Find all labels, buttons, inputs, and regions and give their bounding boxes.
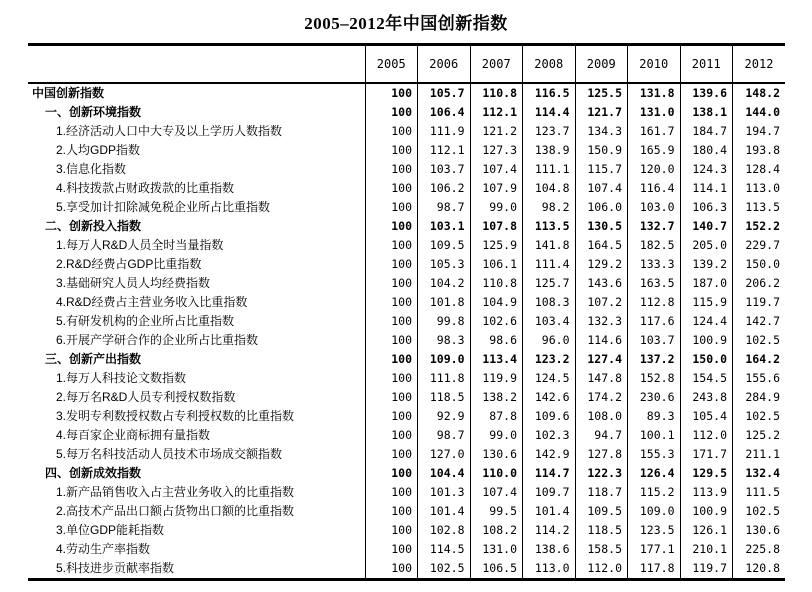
value-cell: 139.6: [680, 83, 733, 103]
table-row: [28, 559, 785, 580]
value-cell: 230.6: [628, 388, 681, 407]
year-header-cell: 2012: [733, 45, 786, 84]
table-row: [28, 198, 785, 217]
value-cell: 109.0: [418, 350, 471, 369]
value-cell: 119.7: [680, 559, 733, 580]
value-cell: 114.5: [418, 540, 471, 559]
value-cell: 100: [365, 388, 418, 407]
value-cell: 161.7: [628, 122, 681, 141]
row-label-cell: 1.每万人科技论文数指数: [56, 371, 187, 385]
row-label-cell: 2.人均GDP指数: [56, 143, 141, 157]
value-cell: 100: [365, 540, 418, 559]
value-cell: 124.3: [680, 160, 733, 179]
value-cell: 154.5: [680, 369, 733, 388]
value-cell: 112.1: [470, 103, 523, 122]
value-cell: 117.8: [628, 559, 681, 580]
value-cell: 126.1: [680, 521, 733, 540]
value-cell: 112.0: [680, 426, 733, 445]
page-title: 2005–2012年中国创新指数: [304, 14, 508, 33]
value-cell: 132.7: [628, 217, 681, 236]
row-label-cell: 5.有研发机构的企业所占比重指数: [56, 314, 235, 328]
value-cell: 140.7: [680, 217, 733, 236]
value-cell: 115.9: [680, 293, 733, 312]
value-cell: 100: [365, 559, 418, 580]
value-cell: 100: [365, 521, 418, 540]
row-label-cell: 4.R&D经费占主营业务收入比重指数: [56, 295, 248, 309]
value-cell: 107.4: [470, 160, 523, 179]
value-cell: 125.5: [575, 83, 628, 103]
value-cell: 206.2: [733, 274, 786, 293]
value-cell: 123.5: [628, 521, 681, 540]
value-cell: 111.8: [418, 369, 471, 388]
row-label-cell: 4.科技拨款占财政拨款的比重指数: [56, 181, 235, 195]
value-cell: 100: [365, 198, 418, 217]
value-cell: 106.4: [418, 103, 471, 122]
value-cell: 193.8: [733, 141, 786, 160]
value-cell: 131.8: [628, 83, 681, 103]
value-cell: 111.5: [733, 483, 786, 502]
value-cell: 102.5: [733, 331, 786, 350]
row-label-cell: 5.科技进步贡献率指数: [56, 561, 175, 575]
value-cell: 103.0: [628, 198, 681, 217]
value-cell: 105.7: [418, 83, 471, 103]
innovation-index-table: [28, 43, 785, 581]
value-cell: 100: [365, 236, 418, 255]
row-label-cell: 4.每百家企业商标拥有量指数: [56, 428, 211, 442]
value-cell: 127.0: [418, 445, 471, 464]
row-label-cell: 5.每万名科技活动人员技术市场成交额指数: [56, 447, 283, 461]
row-label-cell: 四、创新成效指数: [45, 466, 142, 480]
value-cell: 184.7: [680, 122, 733, 141]
value-cell: 132.4: [733, 464, 786, 483]
value-cell: 141.8: [523, 236, 576, 255]
value-cell: 107.9: [470, 179, 523, 198]
value-cell: 123.2: [523, 350, 576, 369]
value-cell: 155.6: [733, 369, 786, 388]
value-cell: 148.2: [733, 83, 786, 103]
row-label-cell: 3.单位GDP能耗指数: [56, 523, 165, 537]
value-cell: 126.4: [628, 464, 681, 483]
value-cell: 96.0: [523, 331, 576, 350]
value-cell: 125.7: [523, 274, 576, 293]
row-label-cell: 二、创新投入指数: [45, 219, 142, 233]
value-cell: 125.2: [733, 426, 786, 445]
value-cell: 102.8: [418, 521, 471, 540]
value-cell: 142.6: [523, 388, 576, 407]
year-header-cell: 2010: [628, 45, 681, 84]
value-cell: 98.7: [418, 198, 471, 217]
value-cell: 112.8: [628, 293, 681, 312]
value-cell: 100: [365, 122, 418, 141]
value-cell: 100.9: [680, 502, 733, 521]
value-cell: 120.8: [733, 559, 786, 580]
row-label-cell: 1.经济活动人口中大专及以上学历人数指数: [56, 124, 283, 138]
value-cell: 142.7: [733, 312, 786, 331]
table-row: [28, 141, 785, 160]
value-cell: 131.0: [628, 103, 681, 122]
value-cell: 158.5: [575, 540, 628, 559]
value-cell: 129.2: [575, 255, 628, 274]
value-cell: 144.0: [733, 103, 786, 122]
value-cell: 121.7: [575, 103, 628, 122]
value-cell: 92.9: [418, 407, 471, 426]
value-cell: 123.7: [523, 122, 576, 141]
value-cell: 100: [365, 160, 418, 179]
table-row: [28, 407, 785, 426]
value-cell: 114.2: [523, 521, 576, 540]
table-row: [28, 160, 785, 179]
value-cell: 115.2: [628, 483, 681, 502]
value-cell: 99.5: [470, 502, 523, 521]
table-row: [28, 122, 785, 141]
value-cell: 102.5: [418, 559, 471, 580]
value-cell: 131.0: [470, 540, 523, 559]
table-row: [28, 217, 785, 236]
value-cell: 109.0: [628, 502, 681, 521]
value-cell: 104.9: [470, 293, 523, 312]
value-cell: 98.6: [470, 331, 523, 350]
value-cell: 147.8: [575, 369, 628, 388]
value-cell: 111.1: [523, 160, 576, 179]
value-cell: 210.1: [680, 540, 733, 559]
value-cell: 100: [365, 502, 418, 521]
table-row: [28, 103, 785, 122]
value-cell: 100: [365, 426, 418, 445]
value-cell: 100: [365, 350, 418, 369]
value-cell: 182.5: [628, 236, 681, 255]
value-cell: 243.8: [680, 388, 733, 407]
value-cell: 120.0: [628, 160, 681, 179]
value-cell: 106.3: [680, 198, 733, 217]
table-row: [28, 331, 785, 350]
value-cell: 87.8: [470, 407, 523, 426]
value-cell: 109.6: [523, 407, 576, 426]
year-header-cell: 2007: [470, 45, 523, 84]
year-header-cell: 2009: [575, 45, 628, 84]
value-cell: 103.1: [418, 217, 471, 236]
row-label-cell: 三、创新产出指数: [45, 352, 142, 366]
row-label-cell: 3.信息化指数: [56, 162, 127, 176]
value-cell: 101.4: [418, 502, 471, 521]
value-cell: 138.9: [523, 141, 576, 160]
value-cell: 100: [365, 483, 418, 502]
value-cell: 121.2: [470, 122, 523, 141]
value-cell: 205.0: [680, 236, 733, 255]
value-cell: 114.7: [523, 464, 576, 483]
value-cell: 103.7: [628, 331, 681, 350]
table-row: [28, 236, 785, 255]
value-cell: 119.9: [470, 369, 523, 388]
value-cell: 108.3: [523, 293, 576, 312]
value-cell: 101.8: [418, 293, 471, 312]
table-row: [28, 312, 785, 331]
value-cell: 150.9: [575, 141, 628, 160]
table-row: [28, 83, 785, 103]
table-row: [28, 445, 785, 464]
value-cell: 163.5: [628, 274, 681, 293]
year-header-row: [28, 45, 785, 84]
value-cell: 107.4: [575, 179, 628, 198]
year-header-cell: 2011: [680, 45, 733, 84]
value-cell: 125.9: [470, 236, 523, 255]
value-cell: 104.2: [418, 274, 471, 293]
value-cell: 122.3: [575, 464, 628, 483]
value-cell: 106.0: [575, 198, 628, 217]
value-cell: 114.4: [523, 103, 576, 122]
value-cell: 138.2: [470, 388, 523, 407]
row-label-header-cell: [28, 45, 365, 84]
value-cell: 174.2: [575, 388, 628, 407]
value-cell: 113.5: [523, 217, 576, 236]
value-cell: 111.9: [418, 122, 471, 141]
row-label-cell: 1.每万人R&D人员全时当量指数: [56, 238, 224, 252]
value-cell: 103.4: [523, 312, 576, 331]
value-cell: 108.0: [575, 407, 628, 426]
value-cell: 110.8: [470, 83, 523, 103]
table-row: [28, 540, 785, 559]
row-label-cell: 1.新产品销售收入占主营业务收入的比重指数: [56, 485, 295, 499]
table-row: [28, 179, 785, 198]
table-row: [28, 293, 785, 312]
value-cell: 124.4: [680, 312, 733, 331]
value-cell: 100: [365, 141, 418, 160]
value-cell: 152.2: [733, 217, 786, 236]
value-cell: 111.4: [523, 255, 576, 274]
row-label-cell: 4.劳动生产率指数: [56, 542, 151, 556]
row-label-cell: 5.享受加计扣除减免税企业所占比重指数: [56, 200, 271, 214]
value-cell: 100: [365, 179, 418, 198]
value-cell: 164.5: [575, 236, 628, 255]
value-cell: 142.9: [523, 445, 576, 464]
table-row: [28, 388, 785, 407]
value-cell: 107.2: [575, 293, 628, 312]
table-row: [28, 369, 785, 388]
value-cell: 127.8: [575, 445, 628, 464]
value-cell: 94.7: [575, 426, 628, 445]
value-cell: 113.0: [523, 559, 576, 580]
value-cell: 100: [365, 445, 418, 464]
value-cell: 104.8: [523, 179, 576, 198]
value-cell: 117.6: [628, 312, 681, 331]
table-row: [28, 255, 785, 274]
year-header-cell: 2006: [418, 45, 471, 84]
value-cell: 150.0: [680, 350, 733, 369]
value-cell: 100: [365, 312, 418, 331]
value-cell: 130.5: [575, 217, 628, 236]
value-cell: 113.4: [470, 350, 523, 369]
row-label-cell: 一、创新环境指数: [45, 105, 142, 119]
value-cell: 98.7: [418, 426, 471, 445]
value-cell: 100: [365, 293, 418, 312]
value-cell: 101.3: [418, 483, 471, 502]
value-cell: 137.2: [628, 350, 681, 369]
value-cell: 99.8: [418, 312, 471, 331]
value-cell: 106.1: [470, 255, 523, 274]
value-cell: 138.6: [523, 540, 576, 559]
value-cell: 138.1: [680, 103, 733, 122]
value-cell: 127.4: [575, 350, 628, 369]
value-cell: 98.2: [523, 198, 576, 217]
value-cell: 132.3: [575, 312, 628, 331]
row-label-cell: 2.每万名R&D人员专利授权数指数: [56, 390, 236, 404]
value-cell: 284.9: [733, 388, 786, 407]
value-cell: 114.6: [575, 331, 628, 350]
value-cell: 100: [365, 331, 418, 350]
value-cell: 107.4: [470, 483, 523, 502]
year-header-cell: 2008: [523, 45, 576, 84]
value-cell: 118.5: [575, 521, 628, 540]
value-cell: 112.0: [575, 559, 628, 580]
value-cell: 109.5: [575, 502, 628, 521]
value-cell: 112.1: [418, 141, 471, 160]
value-cell: 100: [365, 274, 418, 293]
row-label-cell: 3.发明专利数授权数占专利授权数的比重指数: [56, 409, 295, 423]
value-cell: 194.7: [733, 122, 786, 141]
value-cell: 100.9: [680, 331, 733, 350]
row-label-cell: 2.高技术产品出口额占货物出口额的比重指数: [56, 504, 295, 518]
value-cell: 107.8: [470, 217, 523, 236]
value-cell: 150.0: [733, 255, 786, 274]
value-cell: 130.6: [470, 445, 523, 464]
value-cell: 139.2: [680, 255, 733, 274]
value-cell: 100: [365, 464, 418, 483]
value-cell: 113.9: [680, 483, 733, 502]
value-cell: 129.5: [680, 464, 733, 483]
value-cell: 171.7: [680, 445, 733, 464]
value-cell: 128.4: [733, 160, 786, 179]
value-cell: 152.8: [628, 369, 681, 388]
value-cell: 104.4: [418, 464, 471, 483]
value-cell: 229.7: [733, 236, 786, 255]
value-cell: 130.6: [733, 521, 786, 540]
value-cell: 114.1: [680, 179, 733, 198]
table-row: [28, 426, 785, 445]
value-cell: 109.7: [523, 483, 576, 502]
value-cell: 100: [365, 255, 418, 274]
value-cell: 113.5: [733, 198, 786, 217]
value-cell: 109.5: [418, 236, 471, 255]
value-cell: 124.5: [523, 369, 576, 388]
value-cell: 134.3: [575, 122, 628, 141]
table-body: [28, 83, 785, 580]
table-row: [28, 521, 785, 540]
row-label-cell: 6.开展产学研合作的企业所占比重指数: [56, 333, 259, 347]
value-cell: 105.3: [418, 255, 471, 274]
table-row: [28, 502, 785, 521]
value-cell: 187.0: [680, 274, 733, 293]
value-cell: 102.3: [523, 426, 576, 445]
value-cell: 102.6: [470, 312, 523, 331]
value-cell: 102.5: [733, 407, 786, 426]
row-label-cell: 2.R&D经费占GDP比重指数: [56, 257, 202, 271]
table-row: [28, 274, 785, 293]
value-cell: 116.4: [628, 179, 681, 198]
value-cell: 110.8: [470, 274, 523, 293]
value-cell: 115.7: [575, 160, 628, 179]
table-row: [28, 350, 785, 369]
value-cell: 116.5: [523, 83, 576, 103]
value-cell: 113.0: [733, 179, 786, 198]
value-cell: 100: [365, 83, 418, 103]
value-cell: 106.2: [418, 179, 471, 198]
value-cell: 100: [365, 369, 418, 388]
value-cell: 89.3: [628, 407, 681, 426]
value-cell: 100: [365, 407, 418, 426]
value-cell: 100: [365, 217, 418, 236]
value-cell: 106.5: [470, 559, 523, 580]
value-cell: 102.5: [733, 502, 786, 521]
value-cell: 118.5: [418, 388, 471, 407]
value-cell: 118.7: [575, 483, 628, 502]
value-cell: 103.7: [418, 160, 471, 179]
value-cell: 211.1: [733, 445, 786, 464]
table-row: [28, 464, 785, 483]
value-cell: 143.6: [575, 274, 628, 293]
value-cell: 165.9: [628, 141, 681, 160]
value-cell: 225.8: [733, 540, 786, 559]
value-cell: 133.3: [628, 255, 681, 274]
value-cell: 105.4: [680, 407, 733, 426]
value-cell: 164.2: [733, 350, 786, 369]
value-cell: 100.1: [628, 426, 681, 445]
value-cell: 98.3: [418, 331, 471, 350]
value-cell: 119.7: [733, 293, 786, 312]
row-label-cell: 3.基础研究人员人均经费指数: [56, 276, 211, 290]
table-row: [28, 483, 785, 502]
value-cell: 108.2: [470, 521, 523, 540]
value-cell: 110.0: [470, 464, 523, 483]
year-header-cell: 2005: [365, 45, 418, 84]
value-cell: 101.4: [523, 502, 576, 521]
value-cell: 99.0: [470, 198, 523, 217]
value-cell: 100: [365, 103, 418, 122]
value-cell: 127.3: [470, 141, 523, 160]
value-cell: 99.0: [470, 426, 523, 445]
value-cell: 155.3: [628, 445, 681, 464]
value-cell: 180.4: [680, 141, 733, 160]
value-cell: 177.1: [628, 540, 681, 559]
row-label-cell: 中国创新指数: [32, 86, 105, 100]
